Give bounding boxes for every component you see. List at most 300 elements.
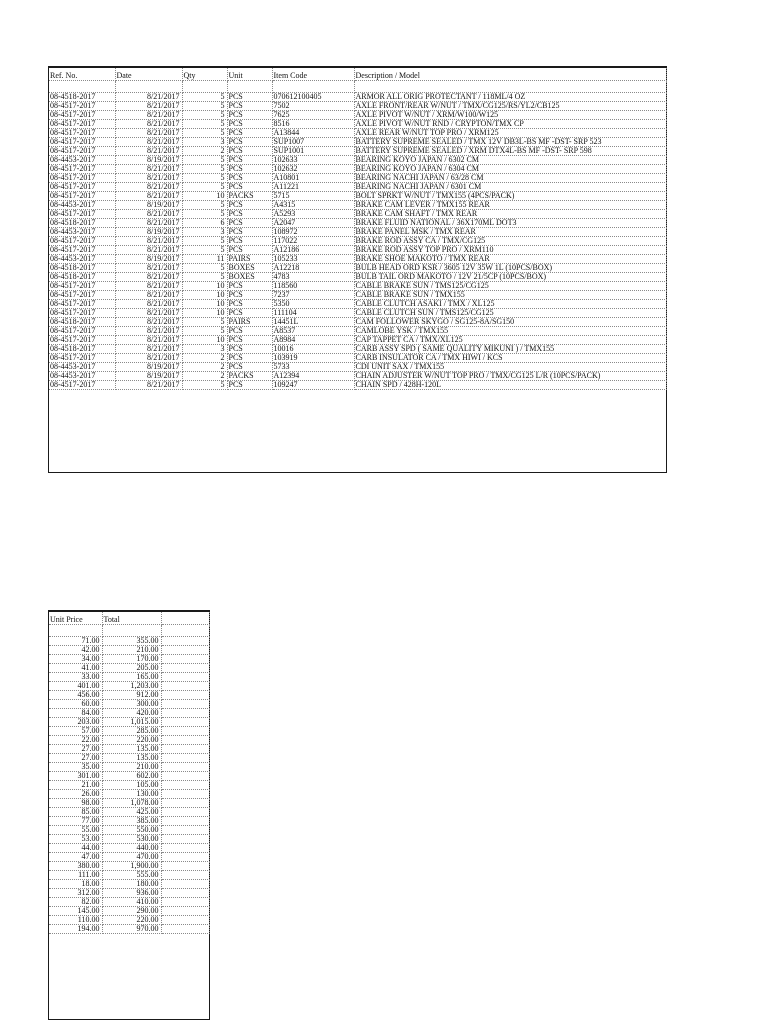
date-cell: 8/21/2017 — [115, 147, 182, 156]
unit-price-cell: 44.00 — [49, 844, 102, 853]
description-cell: BRAKE PANEL MSK / TMX REAR — [354, 228, 666, 237]
unit-price-cell: 55.00 — [49, 826, 102, 835]
description-cell: CAM FOLLOWER SKYGO / SG125-8A/SG150 — [354, 318, 666, 327]
header-spacer-row — [49, 81, 666, 93]
unit-cell: BOXES — [227, 273, 272, 282]
unit-cell: PCS — [227, 246, 272, 255]
item-code-cell: 7502 — [272, 102, 354, 111]
unit-price-cell: 27.00 — [49, 745, 102, 754]
item-code-cell: A8984 — [272, 336, 354, 345]
date-cell: 8/21/2017 — [115, 336, 182, 345]
table-row — [49, 210, 666, 219]
qty-cell: 5 — [182, 111, 227, 120]
table-row — [49, 727, 209, 736]
table-row — [49, 156, 666, 165]
table-row — [49, 790, 209, 799]
unit-cell: PCS — [227, 282, 272, 291]
blank-cell — [161, 925, 209, 934]
description-cell: BRAKE FLUID NATIONAL / 36X170ML DOT3 — [354, 219, 666, 228]
description-cell: BATTERY SUPREME SEALED / XRM DTX4L-BS MF -DST- SRP 598 — [354, 147, 666, 156]
ref-no-cell: 08-4517-2017 — [49, 165, 115, 174]
ref-no-cell: 08-4517-2017 — [49, 102, 115, 111]
item-code-cell: 5350 — [272, 300, 354, 309]
ref-no-cell: 08-4453-2017 — [49, 372, 115, 381]
unit-cell: PCS — [227, 165, 272, 174]
qty-cell: 10 — [182, 309, 227, 318]
table-row — [49, 673, 209, 682]
unit-cell: PCS — [227, 309, 272, 318]
table-row — [49, 916, 209, 925]
table-row — [49, 300, 666, 309]
blank-cell — [161, 691, 209, 700]
ref-no-cell: 08-4517-2017 — [49, 282, 115, 291]
description-cell: CARB ASSY SPD ( SAME QUALITY MIKUNI ) / TMX155 — [354, 345, 666, 354]
blank-cell — [161, 862, 209, 871]
unit-price-cell: 380.00 — [49, 862, 102, 871]
table-row — [49, 129, 666, 138]
unit-cell: PACKS — [227, 192, 272, 201]
unit-price-cell: 33.00 — [49, 673, 102, 682]
blank-cell — [161, 880, 209, 889]
price-table — [49, 612, 210, 934]
blank-cell — [161, 646, 209, 655]
item-code-cell: A11221 — [272, 183, 354, 192]
qty-cell: 3 — [182, 345, 227, 354]
ref-no-cell: 08-4517-2017 — [49, 111, 115, 120]
unit-price-cell: 21.00 — [49, 781, 102, 790]
total-cell: 180.00 — [102, 880, 161, 889]
unit-cell: PCS — [227, 183, 272, 192]
unit-cell: PCS — [227, 201, 272, 210]
table-row — [49, 219, 666, 228]
table-row — [49, 655, 209, 664]
description-cell: BRAKE CAM LEVER / TMX155 REAR — [354, 201, 666, 210]
qty-cell: 2 — [182, 372, 227, 381]
blank-cell — [161, 799, 209, 808]
total-cell: 135.00 — [102, 754, 161, 763]
table-row — [49, 183, 666, 192]
blank-cell — [161, 826, 209, 835]
table-row — [49, 745, 209, 754]
description-cell: AXLE PIVOT W/NUT / XRM/W100/W125 — [354, 111, 666, 120]
unit-price-cell: 84.00 — [49, 709, 102, 718]
total-cell: 205.00 — [102, 664, 161, 673]
table-row — [49, 682, 209, 691]
total-cell: 1,015.00 — [102, 718, 161, 727]
blank-cell — [161, 736, 209, 745]
unit-price-cell: 82.00 — [49, 898, 102, 907]
total-cell: 420.00 — [102, 709, 161, 718]
unit-price-cell: 71.00 — [49, 637, 102, 646]
date-cell: 8/21/2017 — [115, 183, 182, 192]
blank-cell — [161, 745, 209, 754]
description-cell: CABLE CLUTCH SUN / TMS125/CG125 — [354, 309, 666, 318]
ref-no-cell: 08-4517-2017 — [49, 300, 115, 309]
item-code-cell: A2047 — [272, 219, 354, 228]
description-cell: CABLE BRAKE SUN / TMX155 — [354, 291, 666, 300]
total-cell: 1,078.00 — [102, 799, 161, 808]
unit-price-cell: 42.00 — [49, 646, 102, 655]
header-date: Date — [115, 68, 182, 81]
description-cell: BEARING KOYO JAPAN / 6302 CM — [354, 156, 666, 165]
item-code-cell: 108972 — [272, 228, 354, 237]
unit-cell: PCS — [227, 300, 272, 309]
qty-cell: 10 — [182, 336, 227, 345]
unit-price-cell: 18.00 — [49, 880, 102, 889]
date-cell: 8/21/2017 — [115, 219, 182, 228]
ref-no-cell: 08-4453-2017 — [49, 255, 115, 264]
unit-cell: PCS — [227, 129, 272, 138]
qty-cell: 5 — [182, 273, 227, 282]
date-cell: 8/21/2017 — [115, 237, 182, 246]
blank-cell — [161, 871, 209, 880]
date-cell: 8/21/2017 — [115, 93, 182, 102]
ref-no-cell: 08-4517-2017 — [49, 174, 115, 183]
blank-cell — [161, 673, 209, 682]
date-cell: 8/19/2017 — [115, 201, 182, 210]
ref-no-cell: 08-4517-2017 — [49, 309, 115, 318]
table-row — [49, 691, 209, 700]
date-cell: 8/19/2017 — [115, 156, 182, 165]
table-row — [49, 907, 209, 916]
date-cell: 8/21/2017 — [115, 282, 182, 291]
table-row — [49, 700, 209, 709]
item-code-cell: A5293 — [272, 210, 354, 219]
table-row — [49, 246, 666, 255]
unit-price-cell: 53.00 — [49, 835, 102, 844]
description-cell: CARB INSULATOR CA / TMX HIWI / KCS — [354, 354, 666, 363]
table-row — [49, 925, 209, 934]
header-total: Total — [102, 612, 161, 625]
item-code-cell: 109247 — [272, 381, 354, 390]
table-row — [49, 318, 666, 327]
item-code-cell: 8516 — [272, 120, 354, 129]
total-cell: 425.00 — [102, 808, 161, 817]
items-table-sheet — [48, 66, 667, 473]
ref-no-cell: 08-4517-2017 — [49, 138, 115, 147]
table-row — [49, 772, 209, 781]
item-code-cell: 10016 — [272, 345, 354, 354]
header-unit-price: Unit Price — [49, 612, 102, 625]
description-cell: BULB TAIL ORD MAKOTO / 12V 21/5CP (10PCS/BOX) — [354, 273, 666, 282]
item-code-cell: SUP1001 — [272, 147, 354, 156]
total-cell: 220.00 — [102, 736, 161, 745]
description-cell: CABLE BRAKE SUN / TMS125/CG125 — [354, 282, 666, 291]
date-cell: 8/21/2017 — [115, 192, 182, 201]
ref-no-cell: 08-4518-2017 — [49, 93, 115, 102]
item-code-cell: A12186 — [272, 246, 354, 255]
unit-cell: PCS — [227, 93, 272, 102]
total-cell: 936.00 — [102, 889, 161, 898]
unit-price-cell: 22.00 — [49, 736, 102, 745]
blank-cell — [161, 718, 209, 727]
table-row — [49, 646, 209, 655]
total-cell: 165.00 — [102, 673, 161, 682]
table-row — [49, 363, 666, 372]
table-row — [49, 228, 666, 237]
table-row — [49, 120, 666, 129]
header-description: Description / Model — [354, 68, 666, 81]
table-row — [49, 309, 666, 318]
date-cell: 8/19/2017 — [115, 255, 182, 264]
description-cell: AXLE FRONT/REAR W/NUT / TMX/CG125/RS/YL2/CB125 — [354, 102, 666, 111]
unit-price-cell: 194.00 — [49, 925, 102, 934]
date-cell: 8/21/2017 — [115, 210, 182, 219]
item-code-cell: 7237 — [272, 291, 354, 300]
description-cell: BRAKE CAM SHAFT / TMX REAR — [354, 210, 666, 219]
qty-cell: 5 — [182, 93, 227, 102]
total-cell: 912.00 — [102, 691, 161, 700]
ref-no-cell: 08-4517-2017 — [49, 183, 115, 192]
table-row — [49, 273, 666, 282]
unit-cell: PCS — [227, 111, 272, 120]
unit-price-cell: 34.00 — [49, 655, 102, 664]
unit-cell: PCS — [227, 174, 272, 183]
unit-cell: PCS — [227, 228, 272, 237]
table-row — [49, 174, 666, 183]
unit-price-cell: 26.00 — [49, 790, 102, 799]
blank-cell — [161, 835, 209, 844]
header-qty: Qty — [182, 68, 227, 81]
unit-price-cell: 145.00 — [49, 907, 102, 916]
table-row — [49, 637, 209, 646]
unit-price-cell: 111.00 — [49, 871, 102, 880]
unit-price-cell: 456.00 — [49, 691, 102, 700]
unit-price-cell: 77.00 — [49, 817, 102, 826]
unit-cell: PCS — [227, 147, 272, 156]
table-row — [49, 844, 209, 853]
blank-cell — [161, 637, 209, 646]
item-code-cell: 5733 — [272, 363, 354, 372]
table-row — [49, 763, 209, 772]
date-cell: 8/21/2017 — [115, 291, 182, 300]
table-row — [49, 381, 666, 390]
blank-cell — [161, 889, 209, 898]
table-row — [49, 165, 666, 174]
unit-cell: PCS — [227, 237, 272, 246]
unit-cell: PCS — [227, 381, 272, 390]
date-cell: 8/21/2017 — [115, 318, 182, 327]
date-cell: 8/21/2017 — [115, 273, 182, 282]
total-cell: 290.00 — [102, 907, 161, 916]
table-row — [49, 138, 666, 147]
total-cell: 355.00 — [102, 637, 161, 646]
ref-no-cell: 08-4517-2017 — [49, 210, 115, 219]
date-cell: 8/21/2017 — [115, 327, 182, 336]
table-row — [49, 862, 209, 871]
description-cell: BRAKE ROD ASSY CA / TMX/CG125 — [354, 237, 666, 246]
total-cell: 220.00 — [102, 916, 161, 925]
blank-cell — [161, 727, 209, 736]
table-row — [49, 354, 666, 363]
blank-cell — [161, 907, 209, 916]
date-cell: 8/21/2017 — [115, 246, 182, 255]
items-table — [49, 68, 667, 390]
total-cell: 300.00 — [102, 700, 161, 709]
table-row — [49, 327, 666, 336]
unit-price-cell: 312.00 — [49, 889, 102, 898]
total-cell: 210.00 — [102, 646, 161, 655]
date-cell: 8/19/2017 — [115, 363, 182, 372]
total-cell: 550.00 — [102, 826, 161, 835]
header-unit: Unit — [227, 68, 272, 81]
blank-cell — [161, 853, 209, 862]
table-row — [49, 889, 209, 898]
blank-cell — [161, 664, 209, 673]
items-table-header — [49, 68, 666, 81]
header-item-code: Item Code — [272, 68, 354, 81]
blank-cell — [161, 772, 209, 781]
header-blank — [161, 612, 209, 625]
table-row — [49, 264, 666, 273]
ref-no-cell: 08-4517-2017 — [49, 237, 115, 246]
qty-cell: 3 — [182, 228, 227, 237]
date-cell: 8/21/2017 — [115, 264, 182, 273]
unit-price-cell: 203.00 — [49, 718, 102, 727]
item-code-cell: A12394 — [272, 372, 354, 381]
description-cell: BRAKE ROD ASSY TOP PRO / XRM110 — [354, 246, 666, 255]
unit-cell: PCS — [227, 345, 272, 354]
description-cell: CHAIN SPD / 428H-120L — [354, 381, 666, 390]
unit-cell: PAIRS — [227, 318, 272, 327]
date-cell: 8/21/2017 — [115, 165, 182, 174]
date-cell: 8/19/2017 — [115, 372, 182, 381]
item-code-cell: SUP1007 — [272, 138, 354, 147]
ref-no-cell: 08-4453-2017 — [49, 363, 115, 372]
table-row — [49, 853, 209, 862]
total-cell: 440.00 — [102, 844, 161, 853]
qty-cell: 5 — [182, 183, 227, 192]
qty-cell: 5 — [182, 381, 227, 390]
date-cell: 8/21/2017 — [115, 354, 182, 363]
unit-cell: PCS — [227, 156, 272, 165]
date-cell: 8/21/2017 — [115, 300, 182, 309]
date-cell: 8/21/2017 — [115, 111, 182, 120]
unit-price-cell: 41.00 — [49, 664, 102, 673]
blank-cell — [161, 655, 209, 664]
description-cell: CHAIN ADJUSTER W/NUT TOP PRO / TMX/CG125 L/R (10PCS/PACK) — [354, 372, 666, 381]
qty-cell: 5 — [182, 165, 227, 174]
qty-cell: 5 — [182, 264, 227, 273]
ref-no-cell: 08-4517-2017 — [49, 246, 115, 255]
unit-price-cell: 60.00 — [49, 700, 102, 709]
table-row — [49, 93, 666, 102]
ref-no-cell: 08-4517-2017 — [49, 354, 115, 363]
date-cell: 8/21/2017 — [115, 309, 182, 318]
blank-cell — [161, 790, 209, 799]
item-code-cell: 111104 — [272, 309, 354, 318]
qty-cell: 2 — [182, 363, 227, 372]
qty-cell: 3 — [182, 138, 227, 147]
qty-cell: 6 — [182, 219, 227, 228]
table-row — [49, 102, 666, 111]
unit-price-cell: 85.00 — [49, 808, 102, 817]
qty-cell: 5 — [182, 246, 227, 255]
price-table-sheet — [48, 610, 210, 1020]
unit-cell: PAIRS — [227, 255, 272, 264]
qty-cell: 5 — [182, 120, 227, 129]
description-cell: BRAKE SHOE MAKOTO / TMX REAR — [354, 255, 666, 264]
table-row — [49, 709, 209, 718]
ref-no-cell: 08-4453-2017 — [49, 228, 115, 237]
table-row — [49, 754, 209, 763]
table-row — [49, 147, 666, 156]
ref-no-cell: 08-4517-2017 — [49, 129, 115, 138]
unit-price-cell: 27.00 — [49, 754, 102, 763]
description-cell: BEARING NACHI JAPAN / 6301 CM — [354, 183, 666, 192]
total-cell: 410.00 — [102, 898, 161, 907]
description-cell: CABLE CLUTCH ASAKI / TMX / XL125 — [354, 300, 666, 309]
ref-no-cell: 08-4453-2017 — [49, 201, 115, 210]
table-row — [49, 718, 209, 727]
unit-price-cell: 98.00 — [49, 799, 102, 808]
item-code-cell: A12218 — [272, 264, 354, 273]
table-row — [49, 372, 666, 381]
blank-cell — [161, 754, 209, 763]
unit-cell: PCS — [227, 210, 272, 219]
item-code-cell: 4783 — [272, 273, 354, 282]
qty-cell: 5 — [182, 210, 227, 219]
date-cell: 8/21/2017 — [115, 102, 182, 111]
table-row — [49, 898, 209, 907]
description-cell: AXLE PIVOT W/NUT RND / CRYPTON/TMX CP — [354, 120, 666, 129]
description-cell: CDI UNIT SAX / TMX155 — [354, 363, 666, 372]
blank-cell — [161, 817, 209, 826]
description-cell: AXLE REAR W/NUT TOP PRO / XRM125 — [354, 129, 666, 138]
unit-price-cell: 47.00 — [49, 853, 102, 862]
unit-cell: PCS — [227, 354, 272, 363]
description-cell: BATTERY SUPREME SEALED / TMX 12V DB3L-BS MF -DST- SRP 523 — [354, 138, 666, 147]
unit-price-cell: 35.00 — [49, 763, 102, 772]
item-code-cell: A10801 — [272, 174, 354, 183]
date-cell: 8/21/2017 — [115, 138, 182, 147]
table-row — [49, 291, 666, 300]
qty-cell: 10 — [182, 291, 227, 300]
blank-cell — [161, 682, 209, 691]
total-cell: 602.00 — [102, 772, 161, 781]
ref-no-cell: 08-4518-2017 — [49, 273, 115, 282]
total-cell: 385.00 — [102, 817, 161, 826]
item-code-cell: 070612100405 — [272, 93, 354, 102]
item-code-cell: A13844 — [272, 129, 354, 138]
table-row — [49, 781, 209, 790]
blank-cell — [161, 700, 209, 709]
table-row — [49, 664, 209, 673]
qty-cell: 10 — [182, 282, 227, 291]
blank-cell — [161, 844, 209, 853]
total-cell: 555.00 — [102, 871, 161, 880]
qty-cell: 5 — [182, 102, 227, 111]
total-cell: 135.00 — [102, 745, 161, 754]
date-cell: 8/21/2017 — [115, 129, 182, 138]
item-code-cell: 7625 — [272, 111, 354, 120]
item-code-cell: 14451L — [272, 318, 354, 327]
total-cell: 970.00 — [102, 925, 161, 934]
total-cell: 170.00 — [102, 655, 161, 664]
price-table-header — [49, 612, 209, 625]
date-cell: 8/19/2017 — [115, 228, 182, 237]
item-code-cell: 117022 — [272, 237, 354, 246]
table-row — [49, 736, 209, 745]
table-row — [49, 192, 666, 201]
description-cell: BEARING KOYO JAPAN / 6304 CM — [354, 165, 666, 174]
table-row — [49, 255, 666, 264]
item-code-cell: 102632 — [272, 165, 354, 174]
table-row — [49, 282, 666, 291]
ref-no-cell: 08-4517-2017 — [49, 291, 115, 300]
qty-cell: 5 — [182, 237, 227, 246]
table-row — [49, 111, 666, 120]
